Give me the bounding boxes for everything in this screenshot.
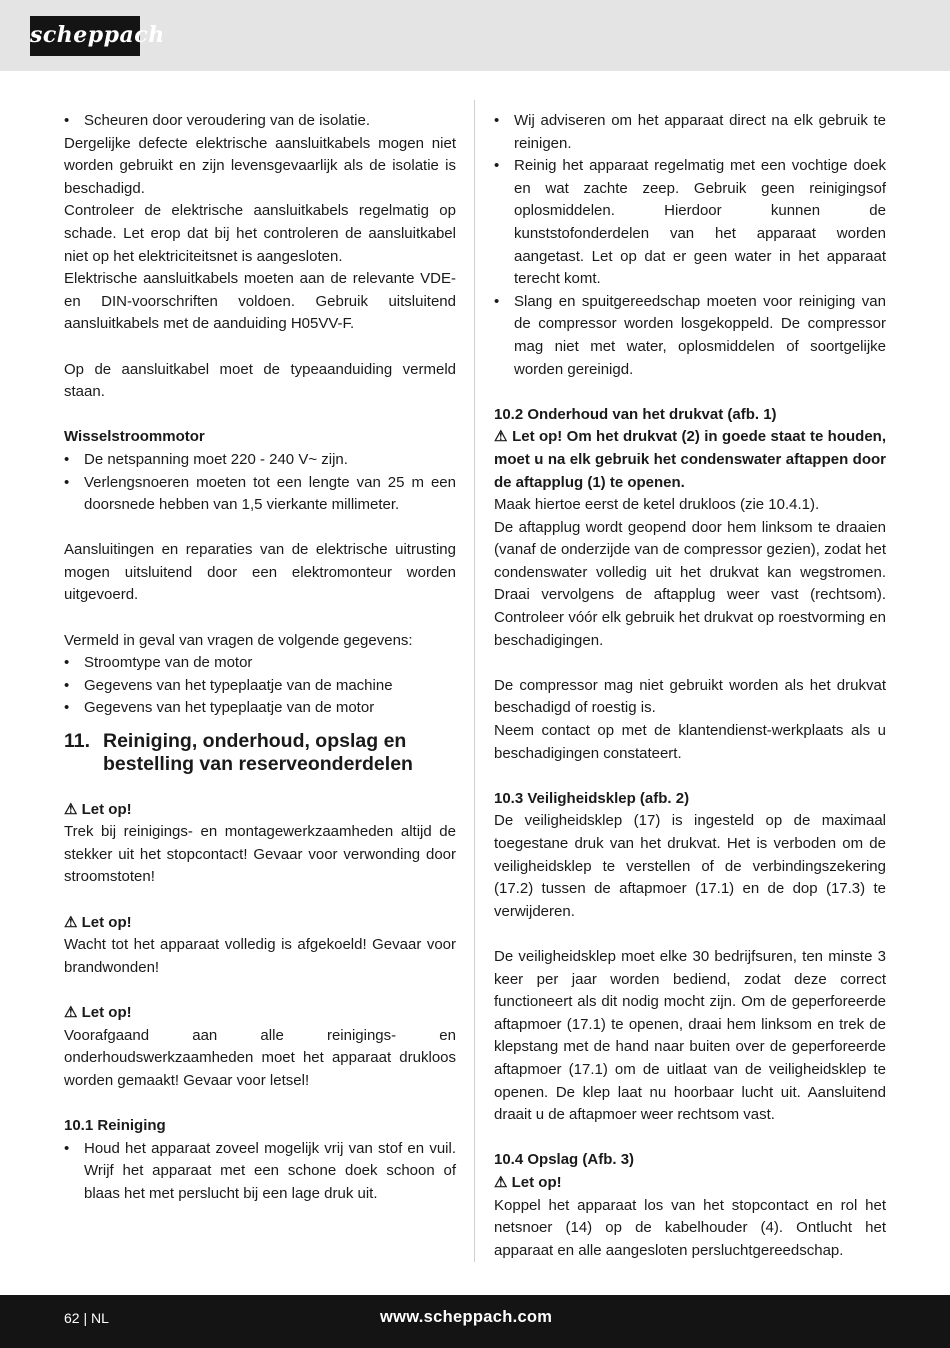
chapter-number: 11. <box>64 730 91 753</box>
section-heading: Wisselstroommotor <box>64 428 205 446</box>
warning-label: ⚠ Let op! <box>64 800 132 818</box>
paragraph: Maak hiertoe eerst de ketel drukloos (zie 10.4.1). <box>494 496 820 514</box>
paragraph: Dergelijke defecte elektrische aansluitkabels mogen niet worden gebruikt en zijn levensgevaarlijk als de isolatie is beschadigd. <box>64 134 456 197</box>
scheppach-logo: scheppach <box>30 16 140 56</box>
paragraph: Aansluitingen en reparaties van de elektrische uitrusting mogen uitsluitend door een elektromonteur worden uitgevoerd. <box>64 541 456 604</box>
page-header <box>0 0 950 71</box>
list-item: • Houd het apparaat zoveel mogelijk vrij van stof en vuil. Wrijf het apparaat met een schone doek schoon of blaas het met perslucht bij een lage druk uit. <box>64 1139 456 1202</box>
paragraph: Koppel het apparaat los van het stopcontact en rol het netsnoer (14) op de kabelhouder (4). Ontlucht het apparaat en alle aangesloten persluchtgereedschap. <box>494 1196 886 1259</box>
left-column <box>64 110 456 1205</box>
warning-label: ⚠ Let op! <box>64 913 132 931</box>
list-item: • Wij adviseren om het apparaat direct na elk gebruik te reinigen. <box>494 112 886 152</box>
chapter-heading <box>64 730 456 776</box>
warning-label: ⚠ Let op! <box>494 1173 562 1191</box>
section-heading: 10.2 Onderhoud van het drukvat (afb. 1) <box>494 405 777 423</box>
website-url: www.scheppach.com <box>380 1308 553 1326</box>
paragraph: De veiligheidsklep moet elke 30 bedrijfsuren, ten minste 3 keer per jaar worden bediend, zodat deze correct functioneert als dit nodig mocht zijn. Om de geperforeerde aftapmoer (17.1) te openen, draai hem linksom en trek de klepstang met de hand naar buiten over de geperforeerde aftapmoer (17.1) om de uitlaat van de veiligheidsklep te openen. De klep laat nu hoorbaar lucht uit. Aansluitend draait u de aftapmoer weer rechtsom vast. <box>494 947 886 1124</box>
warning-text: ⚠ Let op! Om het drukvat (2) in goede staat te houden, moet u na elk gebruik het condenswater aftappen door de aftapplug (1) te openen. <box>494 428 886 491</box>
list-item: • Slang en spuitgereedschap moeten voor reiniging van de compressor worden losgekoppeld. De compressor mag niet met water, oplosmiddelen of soortgelijke worden gereinigd. <box>494 292 886 378</box>
paragraph: Op de aansluitkabel moet de typeaanduiding vermeld staan. <box>64 360 456 401</box>
list-item: • Reinig het apparaat regelmatig met een vochtige doek en wat zachte zeep. Gebruik geen reinigingsof oplosmiddelen. Hierdoor kunnen de kunststofonderdelen van het apparaat worden aangetast. Let op dat er geen water in het apparaat terecht komt. <box>494 157 886 288</box>
paragraph: Neem contact op met de klantendienst-werkplaats als u beschadigingen constateert. <box>494 722 886 762</box>
section-heading: 10.3 Veiligheidsklep (afb. 2) <box>494 789 690 807</box>
list-item: • Verlengsnoeren moeten tot een lengte van 25 m een doorsnede hebben van 1,5 vierkante millimeter. <box>64 473 456 514</box>
list-item: • Scheuren door veroudering van de isolatie. <box>64 112 371 129</box>
page-footer <box>0 1295 950 1348</box>
list-item: • Gegevens van het typeplaatje van de motor <box>64 699 375 717</box>
list-item: • Stroomtype van de motor <box>64 654 253 672</box>
paragraph: Wacht tot het apparaat volledig is afgekoeld! Gevaar voor brandwonden! <box>64 936 456 976</box>
page-number: 62 | NL <box>64 1310 109 1326</box>
paragraph: Voorafgaand aan alle reinigings- en onderhoudswerkzaamheden moet het apparaat drukloos worden gemaakt! Gevaar voor letsel! <box>64 1026 456 1089</box>
column-divider <box>474 100 475 1262</box>
list-item: • De netspanning moet 220 - 240 V~ zijn. <box>64 450 348 468</box>
paragraph: Trek bij reinigings- en montagewerkzaamheden altijd de stekker uit het stopcontact! Gevaar voor verwonding door stroomstoten! <box>64 823 456 886</box>
section-heading: 10.4 Opslag (Afb. 3) <box>494 1151 635 1169</box>
list-item: • Gegevens van het typeplaatje van de machine <box>64 676 393 694</box>
paragraph: Vermeld in geval van vragen de volgende gegevens: <box>64 631 413 649</box>
section-heading: 10.1 Reiniging <box>64 1116 166 1134</box>
right-column <box>494 110 886 1262</box>
paragraph: De compressor mag niet gebruikt worden als het drukvat beschadigd of roestig is. <box>494 676 886 717</box>
warning-label: ⚠ Let op! <box>64 1003 132 1021</box>
paragraph: Controleer de elektrische aansluitkabels regelmatig op schade. Let erop dat bij het controleren de aansluitkabel niet op het elektriciteitsnet is aangesloten. <box>64 202 456 265</box>
chapter-title: Reiniging, onderhoud, opslag en bestelling van reserveonderdelen <box>103 730 413 776</box>
paragraph: De aftapplug wordt geopend door hem linksom te draaien (vanaf de onderzijde van de compressor gezien), zodat het condenswater volledig uit het drukvat kan wegstromen. Draai vervolgens de aftapplug weer vast (rechtsom). Controleer vóór elk gebruik het drukvat op roestvorming en beschadigingen. <box>494 518 886 649</box>
paragraph: Elektrische aansluitkabels moeten aan de relevante VDE- en DIN-voorschriften voldoen. Gebruik uitsluitend aansluitkabels met de aanduiding H05VV-F. <box>64 270 456 333</box>
paragraph: De veiligheidsklep (17) is ingesteld op de maximaal toegestane druk van het drukvat. Het is verboden om de veiligheidsklep te verstellen of de verbindingszekering (17.2) tussen de aftapmoer (17.1) en de dop (17.3) te verwijderen. <box>494 812 886 920</box>
